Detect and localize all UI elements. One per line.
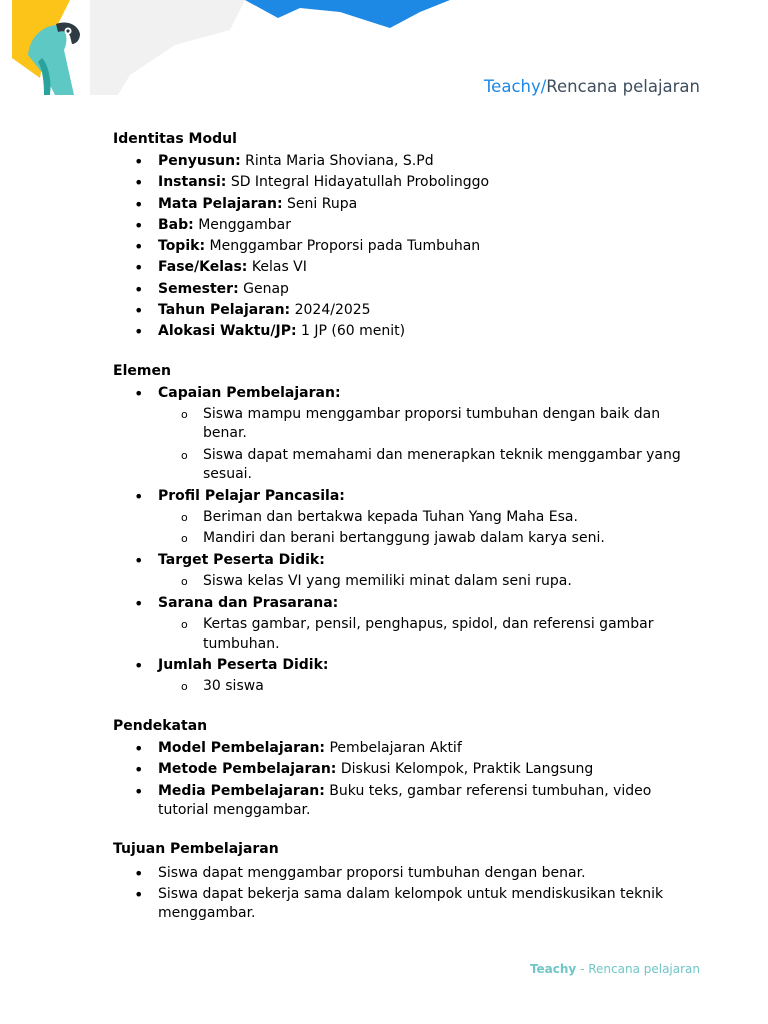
header-page-title: Rencana pelajaran	[546, 77, 700, 96]
list-item: • Profil Pelajar Pancasila: o Beriman dan bertakwa kepada Tuhan Yang Maha Esa. o Mandiri dan berani bertanggung jawab dalam karya seni.	[158, 487, 683, 549]
sub-list	[158, 508, 683, 549]
document-body	[113, 130, 683, 926]
sub-list	[158, 615, 683, 654]
list-item: • Sarana dan Prasarana: o Kertas gambar, pensil, penghapus, spidol, dan referensi gambar tumbuhan.	[158, 594, 683, 654]
list-item: • Siswa dapat menggambar proporsi tumbuhan dengan benar.	[158, 864, 683, 883]
sub-list-item: o 30 siswa	[203, 677, 683, 697]
sub-list-item: o Beriman dan bertakwa kepada Tuhan Yang Maha Esa.	[203, 508, 683, 528]
list-item: • Metode Pembelajaran: Diskusi Kelompok, Praktik Langsung	[158, 760, 683, 779]
footer-brand: Teachy	[529, 962, 577, 976]
list-item: • Capaian Pembelajaran: o Siswa mampu menggambar proporsi tumbuhan dengan baik dan benar. o Siswa dapat memahami dan menerapkan teknik menggambar yang sesuai.	[158, 384, 683, 485]
section-title-identitas: Identitas Modul	[113, 131, 237, 147]
pendekatan-list	[113, 739, 683, 820]
section-title-elemen: Elemen	[113, 362, 171, 379]
list-item: • Siswa dapat bekerja sama dalam kelompok untuk mendiskusikan teknik menggambar.	[158, 885, 683, 923]
tujuan-list	[113, 864, 683, 923]
header-brand: Teachy/	[483, 77, 547, 96]
list-item: • Alokasi Waktu/JP: 1 JP (60 menit)	[158, 322, 683, 341]
list-item: • Model Pembelajaran: Pembelajaran Aktif	[158, 739, 683, 758]
header-title	[484, 77, 700, 96]
list-item: • Penyusun: Rinta Maria Shoviana, S.Pd	[158, 152, 683, 171]
sub-list-item: o Siswa mampu menggambar proporsi tumbuhan dengan baik dan benar.	[203, 405, 683, 444]
list-item: • Instansi: SD Integral Hidayatullah Probolinggo	[158, 173, 683, 192]
section-title-tujuan: Tujuan Pembelajaran	[113, 841, 279, 858]
identitas-list	[113, 152, 683, 341]
list-item: • Tahun Pelajaran: 2024/2025	[158, 301, 683, 320]
elemen-list	[113, 384, 683, 697]
list-item: • Jumlah Peserta Didik: o 30 siswa	[158, 656, 683, 697]
list-item: • Media Pembelajaran: Buku teks, gambar referensi tumbuhan, video tutorial menggambar.	[158, 782, 683, 820]
sub-list-item: o Siswa kelas VI yang memiliki minat dalam seni rupa.	[203, 572, 683, 592]
sub-list-item: o Mandiri dan berani bertanggung jawab dalam karya seni.	[203, 529, 683, 549]
list-item: • Fase/Kelas: Kelas VI	[158, 258, 683, 277]
section-title-pendekatan: Pendekatan	[113, 718, 208, 735]
footer	[530, 962, 700, 976]
footer-title: Rencana pelajaran	[588, 962, 700, 976]
sub-list	[158, 405, 683, 485]
parrot-logo-icon	[12, 0, 80, 95]
sub-list-item: o Siswa dapat memahami dan menerapkan teknik menggambar yang sesuai.	[203, 446, 683, 485]
list-item: • Mata Pelajaran: Seni Rupa	[158, 195, 683, 214]
list-item: • Bab: Menggambar	[158, 216, 683, 235]
footer-separator: -	[576, 962, 589, 976]
list-item: • Semester: Genap	[158, 280, 683, 299]
sub-list	[158, 677, 683, 697]
sub-list-item: o Kertas gambar, pensil, penghapus, spidol, dan referensi gambar tumbuhan.	[203, 615, 683, 654]
sub-list	[158, 572, 683, 592]
list-item: • Topik: Menggambar Proporsi pada Tumbuhan	[158, 237, 683, 256]
list-item: • Target Peserta Didik: o Siswa kelas VI yang memiliki minat dalam seni rupa.	[158, 551, 683, 592]
